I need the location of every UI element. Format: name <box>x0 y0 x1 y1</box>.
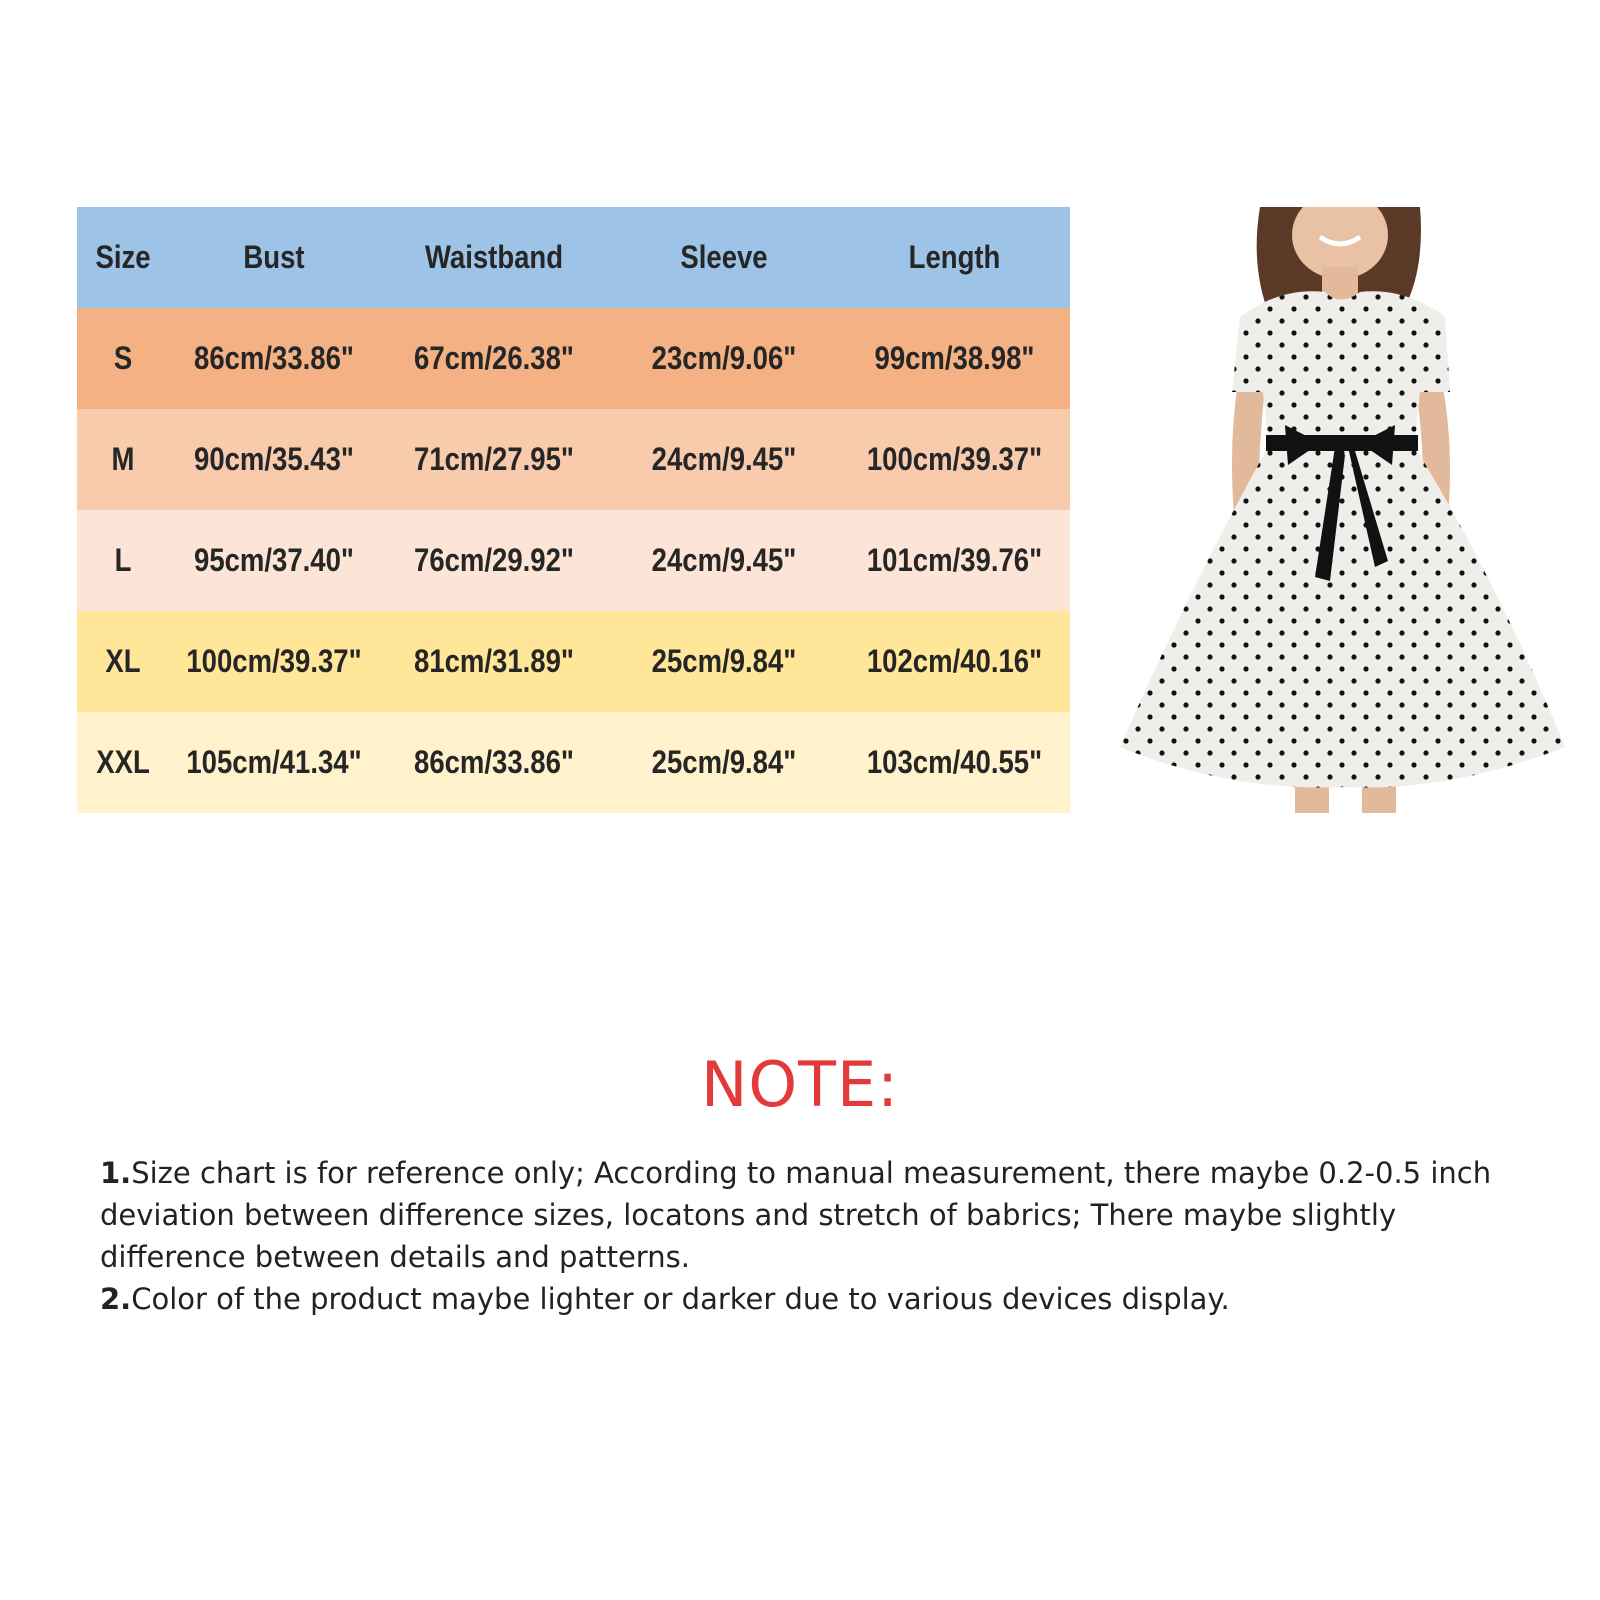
header-waistband: Waistband <box>424 239 564 275</box>
length-cell: 99cm/38.98" <box>874 340 1035 376</box>
waistband-cell: 71cm/27.95" <box>414 441 574 477</box>
note-text: Size chart is for reference only; According to manual measurement, there maybe 0.2-0.5 inch deviation between difference sizes, locatons and stretch of babrics; There maybe slightly difference between details and patterns. <box>100 1156 1492 1274</box>
waistband-cell: 81cm/31.89" <box>414 643 574 679</box>
header-sleeve: Sleeve <box>680 239 768 275</box>
length-cell: 102cm/40.16" <box>866 643 1043 679</box>
size-cell: XXL <box>96 744 150 780</box>
sleeve-cell: 24cm/9.45" <box>651 441 797 477</box>
bust-cell: 100cm/39.37" <box>186 643 362 679</box>
size-chart-table <box>77 207 1070 813</box>
polka-dot-dress-photo <box>1120 207 1570 813</box>
size-row-s <box>77 308 1070 409</box>
size-row-xl <box>77 611 1070 712</box>
bust-cell: 86cm/33.86" <box>194 340 354 376</box>
product-photo <box>1120 207 1570 813</box>
size-cell: L <box>114 542 132 578</box>
header-length: Length <box>908 239 1001 275</box>
length-cell: 103cm/40.55" <box>866 744 1043 780</box>
bust-cell: 95cm/37.40" <box>194 542 354 578</box>
sleeve-cell: 24cm/9.45" <box>651 542 797 578</box>
size-row-m <box>77 409 1070 510</box>
size-row-xxl <box>77 712 1070 813</box>
header-bust: Bust <box>243 239 305 275</box>
note-body <box>100 1152 1530 1320</box>
sleeve-cell: 25cm/9.84" <box>651 643 797 679</box>
sleeve-cell: 25cm/9.84" <box>651 744 797 780</box>
length-cell: 101cm/39.76" <box>866 542 1043 578</box>
length-cell: 100cm/39.37" <box>866 441 1043 477</box>
size-cell: M <box>111 441 135 477</box>
bust-cell: 105cm/41.34" <box>186 744 362 780</box>
bust-cell: 90cm/35.43" <box>194 441 354 477</box>
note-number: 2. <box>100 1282 132 1316</box>
size-cell: S <box>113 340 133 376</box>
sleeve-cell: 23cm/9.06" <box>651 340 797 376</box>
note-line-1 <box>100 1152 1530 1278</box>
size-cell: XL <box>105 643 141 679</box>
size-row-l <box>77 510 1070 611</box>
header-size: Size <box>95 239 151 275</box>
note-text: Color of the product maybe lighter or darker due to various devices display. <box>131 1282 1230 1316</box>
note-line-2 <box>100 1278 1530 1320</box>
note-number: 1. <box>100 1156 132 1190</box>
size-chart-header-row <box>77 207 1070 308</box>
waistband-cell: 86cm/33.86" <box>414 744 574 780</box>
waistband-cell: 67cm/26.38" <box>414 340 574 376</box>
waistband-cell: 76cm/29.92" <box>414 542 574 578</box>
note-title: NOTE: <box>700 1048 900 1121</box>
